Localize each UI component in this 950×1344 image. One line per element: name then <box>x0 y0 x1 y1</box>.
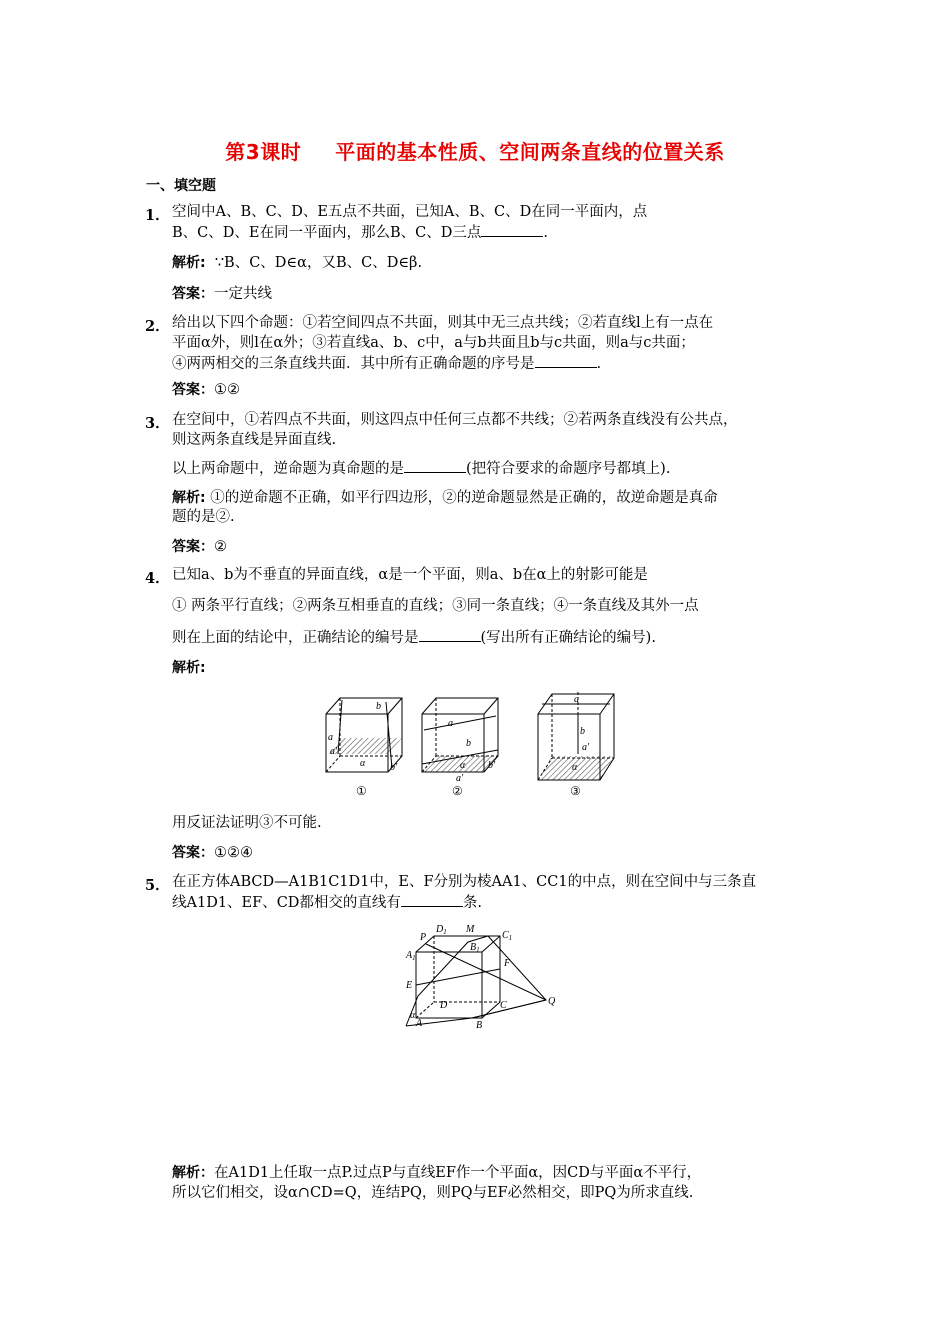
q5-answer-blank <box>401 892 463 907</box>
q4-line3-text: 则在上面的结论中，正确结论的编号是 <box>172 630 419 646</box>
q2-answer-blank <box>535 353 597 368</box>
svg-text:C1: $C_1$ <box>502 930 513 942</box>
svg-text:D1: $D_1$ <box>436 924 447 936</box>
svg-text:E: E <box>406 980 413 991</box>
q1-line2-end: . <box>543 225 548 241</box>
q4-line1: 已知a、b为不垂直的异面直线，α是一个平面，则a、b在α上的射影可能是 <box>172 567 648 583</box>
q4-analysis-label <box>172 658 206 678</box>
q1-line2 <box>172 222 548 243</box>
q3-line3-end: (把符合要求的命题序号都填上). <box>466 461 671 477</box>
q2-number: 2． <box>145 318 170 335</box>
q1-answer <box>172 284 272 304</box>
q2-line3 <box>172 353 601 374</box>
analysis-label: 解析: <box>172 255 206 271</box>
q3-analysis-line2: 题的是②. <box>172 509 235 525</box>
svg-text:a′: a′ <box>582 742 590 753</box>
q4-figures <box>316 688 626 803</box>
q3-analysis-text1: ①的逆命题不正确，如平行四边形，②的逆命题显然是正确的，故逆命题是真命 <box>210 490 718 506</box>
q2-line1: 给出以下四个命题：①若空间四点不共面，则其中无三点共线；②若直线l上有一点在 <box>172 315 714 331</box>
q3-line3-text: 以上两命题中，逆命题为真命题的是 <box>172 461 404 477</box>
analysis-label: 解析: <box>172 660 206 676</box>
svg-text:α: α <box>460 760 466 771</box>
q1-line2-text: B、C、D、E在同一平面内，那么B、C、D三点 <box>172 225 482 241</box>
q3-answer-text: ② <box>214 539 227 555</box>
q2-answer-text: ①② <box>214 382 240 398</box>
q5-analysis-text1: 在A1D1上任取一点P.过点P与直线EF作一个平面α，因CD与平面α不平行， <box>214 1165 702 1181</box>
q3-analysis-line1 <box>172 488 718 508</box>
q2-line2: 平面α外，则l在α外；③若直线a、b、c中，a与b共面且b与c共面，则a与c共面； <box>172 335 695 351</box>
q1-answer-blank <box>481 222 543 237</box>
svg-text:M: M <box>466 924 475 935</box>
q3-line2: 则这两条直线是异面直线. <box>172 432 337 448</box>
q1-answer-text: 一定共线 <box>214 286 272 302</box>
section-heading: 一、填空题 <box>146 178 216 194</box>
q2-line3-text: ④两两相交的三条直线共面．其中所有正确命题的序号是 <box>172 356 535 372</box>
page-title <box>0 136 950 165</box>
q5-line2-end: 条. <box>462 895 483 911</box>
answer-label: 答案： <box>172 539 214 555</box>
svg-text:P: P <box>420 932 427 943</box>
svg-text:a: a <box>574 694 579 705</box>
svg-text:b: b <box>376 701 381 712</box>
svg-text:a′: a′ <box>330 746 338 757</box>
q5-analysis-line2: 所以它们相交，设α∩CD=Q，连结PQ，则PQ与EF必然相交，即PQ为所求直线. <box>172 1185 694 1201</box>
q4-answer <box>172 843 253 863</box>
q5-number: 5． <box>145 877 170 894</box>
figure-caption-3: ③ <box>570 784 581 798</box>
svg-text:A: A <box>416 1018 423 1029</box>
svg-text:α: α <box>410 1010 416 1021</box>
q1-number: 1． <box>145 207 170 224</box>
svg-text:B: B <box>476 1020 483 1031</box>
q4-line3 <box>172 627 656 648</box>
q3-number: 3． <box>145 415 170 432</box>
svg-text:b: b <box>580 726 585 737</box>
lesson-number: 第3课时 <box>225 140 302 164</box>
q5-line2 <box>172 892 482 913</box>
q3-answer-blank <box>404 458 466 473</box>
svg-text:α: α <box>572 762 578 773</box>
svg-text:a: a <box>328 732 333 743</box>
svg-text:C: C <box>500 1000 507 1011</box>
answer-label: 答案： <box>172 845 214 861</box>
svg-text:b′: b′ <box>488 760 496 771</box>
svg-text:A1: $A_1$ <box>406 950 416 962</box>
q2-answer <box>172 380 240 400</box>
q1-analysis-text: ∵B、C、D∈α，又B、C、D∈β. <box>214 255 423 271</box>
q4-answer-blank <box>419 627 481 642</box>
q4-line3-end: (写出所有正确结论的编号). <box>480 630 656 646</box>
svg-text:a: a <box>448 718 453 729</box>
q4-answer-text: ①②④ <box>214 845 253 861</box>
q1-analysis <box>172 253 422 273</box>
figure-caption-2: ② <box>452 784 463 798</box>
answer-label: 答案： <box>172 286 214 302</box>
q1-line1: 空间中A、B、C、D、E五点不共面，已知A、B、C、D在同一平面内，点 <box>172 204 648 220</box>
q4-after: 用反证法证明③不可能. <box>172 815 322 831</box>
svg-text:b′: b′ <box>390 762 398 773</box>
lesson-topic: 平面的基本性质、空间两条直线的位置关系 <box>335 140 725 164</box>
analysis-label: 解析： <box>172 1165 214 1181</box>
svg-text:α: α <box>360 758 366 769</box>
q2-line3-end: . <box>596 356 602 372</box>
q3-line1: 在空间中，①若四点不共面，则这四点中任何三点都不共线；②若两条直线没有公共点， <box>172 412 738 428</box>
q5-analysis-line1 <box>172 1163 701 1183</box>
analysis-label: 解析: <box>172 490 206 506</box>
figure-caption-1: ① <box>356 784 367 798</box>
q5-cube-figure <box>398 922 558 1034</box>
q4-number: 4． <box>145 570 170 587</box>
q3-line3 <box>172 458 670 479</box>
svg-text:Q: Q <box>548 996 556 1007</box>
q5-line2-text: 线A1D1、EF、CD都相交的直线有 <box>172 895 401 911</box>
svg-text:B1: $B_1$ <box>470 942 480 954</box>
svg-text:F: F <box>504 958 511 969</box>
q4-line2: ① 两条平行直线；②两条互相垂直的直线；③同一条直线；④一条直线及其外一点 <box>172 598 699 614</box>
q5-line1: 在正方体ABCD—A1B1C1D1中，E、F分别为棱AA1、CC1的中点，则在空间中与三条直 <box>172 874 757 890</box>
answer-label: 答案： <box>172 382 214 398</box>
svg-text:a′: a′ <box>456 773 464 784</box>
svg-text:b: b <box>466 738 471 749</box>
q3-answer <box>172 537 227 557</box>
svg-text:D: D <box>440 1000 448 1011</box>
